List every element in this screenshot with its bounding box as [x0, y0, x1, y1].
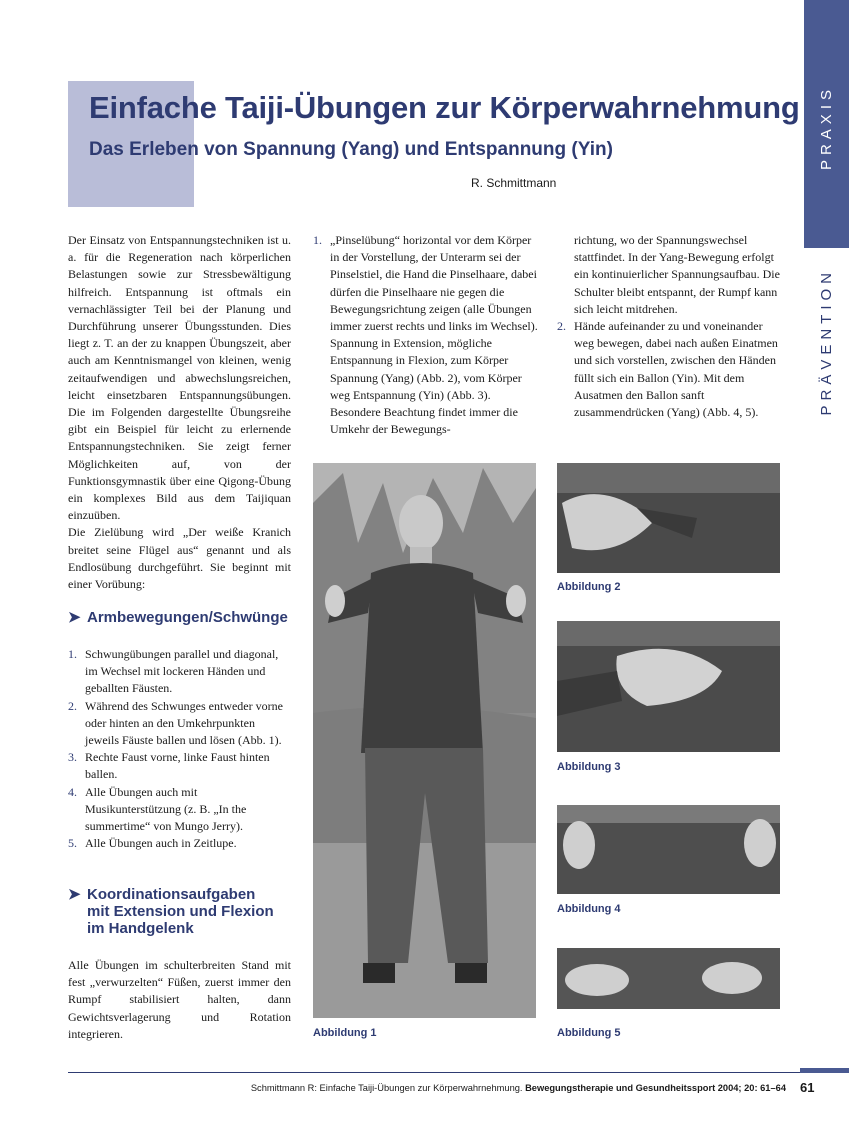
list-item-number: 3. [68, 750, 77, 765]
article-title: Einfache Taiji-Übungen zur Körperwahrnehmung [89, 90, 800, 125]
hand-extension-illustration [557, 463, 780, 573]
exercise-list-continued [557, 232, 785, 421]
footer-rule [68, 1072, 800, 1073]
intro-paragraph-2: Die Zielübung wird „Der weiße Kranich breitet seine Flügel aus“ genannt und als Endlosübung durchgeführt. Sie beginnt mit einer Vorübung: [68, 525, 291, 592]
list-item-text: Schwungübungen parallel und diagonal, im Wechsel mit lockeren Händen und geballten Fäusten. [85, 647, 279, 696]
list-item-number: 4. [68, 784, 77, 799]
arrow-bullet-icon: ➤ [68, 886, 81, 903]
hands-apart-illustration [557, 805, 780, 894]
section-tab-praxis-label: PRAXIS [818, 84, 835, 170]
armbewegungen-list [68, 646, 291, 852]
figure-4-photo [557, 805, 780, 894]
figure-2-photo [557, 463, 780, 573]
figure-4-caption: Abbildung 4 [557, 903, 621, 915]
arrow-bullet-icon: ➤ [68, 609, 81, 626]
section-tab-praevention-label: PRÄVENTION [818, 268, 835, 416]
article-author: R. Schmittmann [471, 176, 557, 190]
list-item-text: Alle Übungen auch in Zeitlupe. [85, 836, 237, 851]
list-item-text: „Pinselübung“ horizontal vor dem Körper in der Vorstellung, der Unterarm sei der Pinselstiel, die Hand die Pinselhaare, dabei dürfen die Pinselhaare nie gegen die Bewegungsrichtung zeigen (alle Übungen immer zuerst rechts und links im Wechsel). Spannung in Extension, mögliche Entspannung in Flexion, zum Körper Spannung (Yang) (Abb. 2), vom Körper weg Entspannung (Yin) (Abb. 3). Besondere Beachtung findet immer die Umkehr der Bewegungs- [330, 233, 538, 437]
section-heading-line [68, 886, 308, 903]
article-subtitle: Das Erleben von Spannung (Yang) und Entspannung (Yin) [89, 139, 613, 160]
list-item [68, 784, 291, 836]
exercise-list [313, 232, 538, 438]
list-item-text: Rechte Faust vorne, linke Faust hinten ballen. [85, 750, 270, 782]
figure-2-caption: Abbildung 2 [557, 581, 621, 593]
figure-1-photo [313, 463, 536, 1018]
list-item [313, 232, 538, 438]
intro-text [68, 232, 291, 593]
list-item [557, 318, 785, 421]
figure-1-caption: Abbildung 1 [313, 1027, 377, 1039]
list-item-text: richtung, wo der Spannungswechsel stattfindet. In der Yang-Bewegung erfolgt ein kontinuierlicher Spannungsaufbau. Die Schulter bleibt entspannt, der Rumpf kann sich leicht mitdrehen. [574, 233, 780, 316]
hand-flexion-illustration [557, 621, 780, 752]
footer-journal: Bewegungstherapie und Gesundheitssport 2004; 20: 61–64 [525, 1083, 786, 1093]
list-item-text: Hände aufeinander zu und voneinander weg bewegen, dabei nach außen Einatmen und sich vorstellen, zwischen den Händen füllt sich ein Ballon (Yin). Mit dem Ausatmen den Ballon sanft zusammendrücken (Yang) (Abb. 4, 5). [574, 319, 778, 420]
section-heading-koordination [68, 886, 308, 937]
footer-citation [210, 1083, 786, 1093]
list-item-number: 2. [557, 319, 566, 334]
intro-paragraph-1: Der Einsatz von Entspannungstechniken ist u. a. für die Regeneration nach körperlichen Belastungen sowie zur Stressbewältigung hilfreich. Entspannung ist oftmals ein vernachlässigter Teil bei der Planung und Durchführung unserer Übungsstunden. Dies liegt z. T. an der zu knappen Übungszeit, aber auch am Kenntnismangel von kleinen, wenig zeitaufwendigen und abwechslungsreichen, leicht einsetzbaren Entspannungsübungen. Die im Folgenden dargestellte Übungsreihe gibt ein Beispiel für leicht zu erlernende Entspannungstechniken. Sie zeigt ferner Möglichkeiten auf, von der Funktionsgymnastik über eine Qigong-Übung ein komplexes Bild aus dem Taijiquan einzuüben. [68, 233, 291, 523]
figure-5-photo [557, 948, 780, 1009]
footer-rule-accent [800, 1068, 849, 1073]
koordination-paragraph: Alle Übungen im schulterbreiten Stand mit fest „verwurzelten“ Füßen, zuerst immer den Rumpf stabilisiert halten, dann Gewichtsverlagerung und Rotation integrieren. [68, 958, 291, 1041]
page-number: 61 [800, 1080, 815, 1095]
list-item-number: 1. [313, 233, 322, 247]
section-heading-line: im Handgelenk [87, 920, 194, 937]
list-item-number: 1. [68, 647, 77, 661]
section-heading-line: mit Extension und Flexion [87, 903, 274, 920]
list-item [68, 835, 291, 852]
list-item-continuation [557, 232, 785, 318]
section-tab-praevention [804, 268, 849, 443]
figure-3-photo [557, 621, 780, 752]
footer-citation-text: Schmittmann R: Einfache Taiji-Übungen zur Körperwahrnehmung. [250, 1083, 526, 1093]
section-heading-armbewegungen [68, 609, 308, 626]
list-item-number: 5. [68, 836, 77, 851]
section-heading-text: Koordinationsaufgaben [87, 886, 256, 903]
figure-5-caption: Abbildung 5 [557, 1027, 621, 1039]
list-item [68, 698, 291, 750]
list-item [68, 646, 291, 698]
section-tab-praxis [804, 0, 849, 248]
hands-together-illustration [557, 948, 780, 1009]
list-item-text: Während des Schwunges entweder vorne oder hinten an den Umkehrpunkten jeweils Fäuste ballen und lösen (Abb. 1). [85, 698, 283, 748]
list-item [68, 749, 291, 783]
figure-3-caption: Abbildung 3 [557, 761, 621, 773]
list-item-number: 2. [68, 698, 77, 713]
standing-person-illustration [313, 463, 536, 1018]
list-item-text: Alle Übungen auch mit Musikunterstützung (z. B. „In the summertime“ von Mungo Jerry). [85, 784, 247, 834]
section-heading-text: Armbewegungen/Schwünge [87, 609, 288, 626]
